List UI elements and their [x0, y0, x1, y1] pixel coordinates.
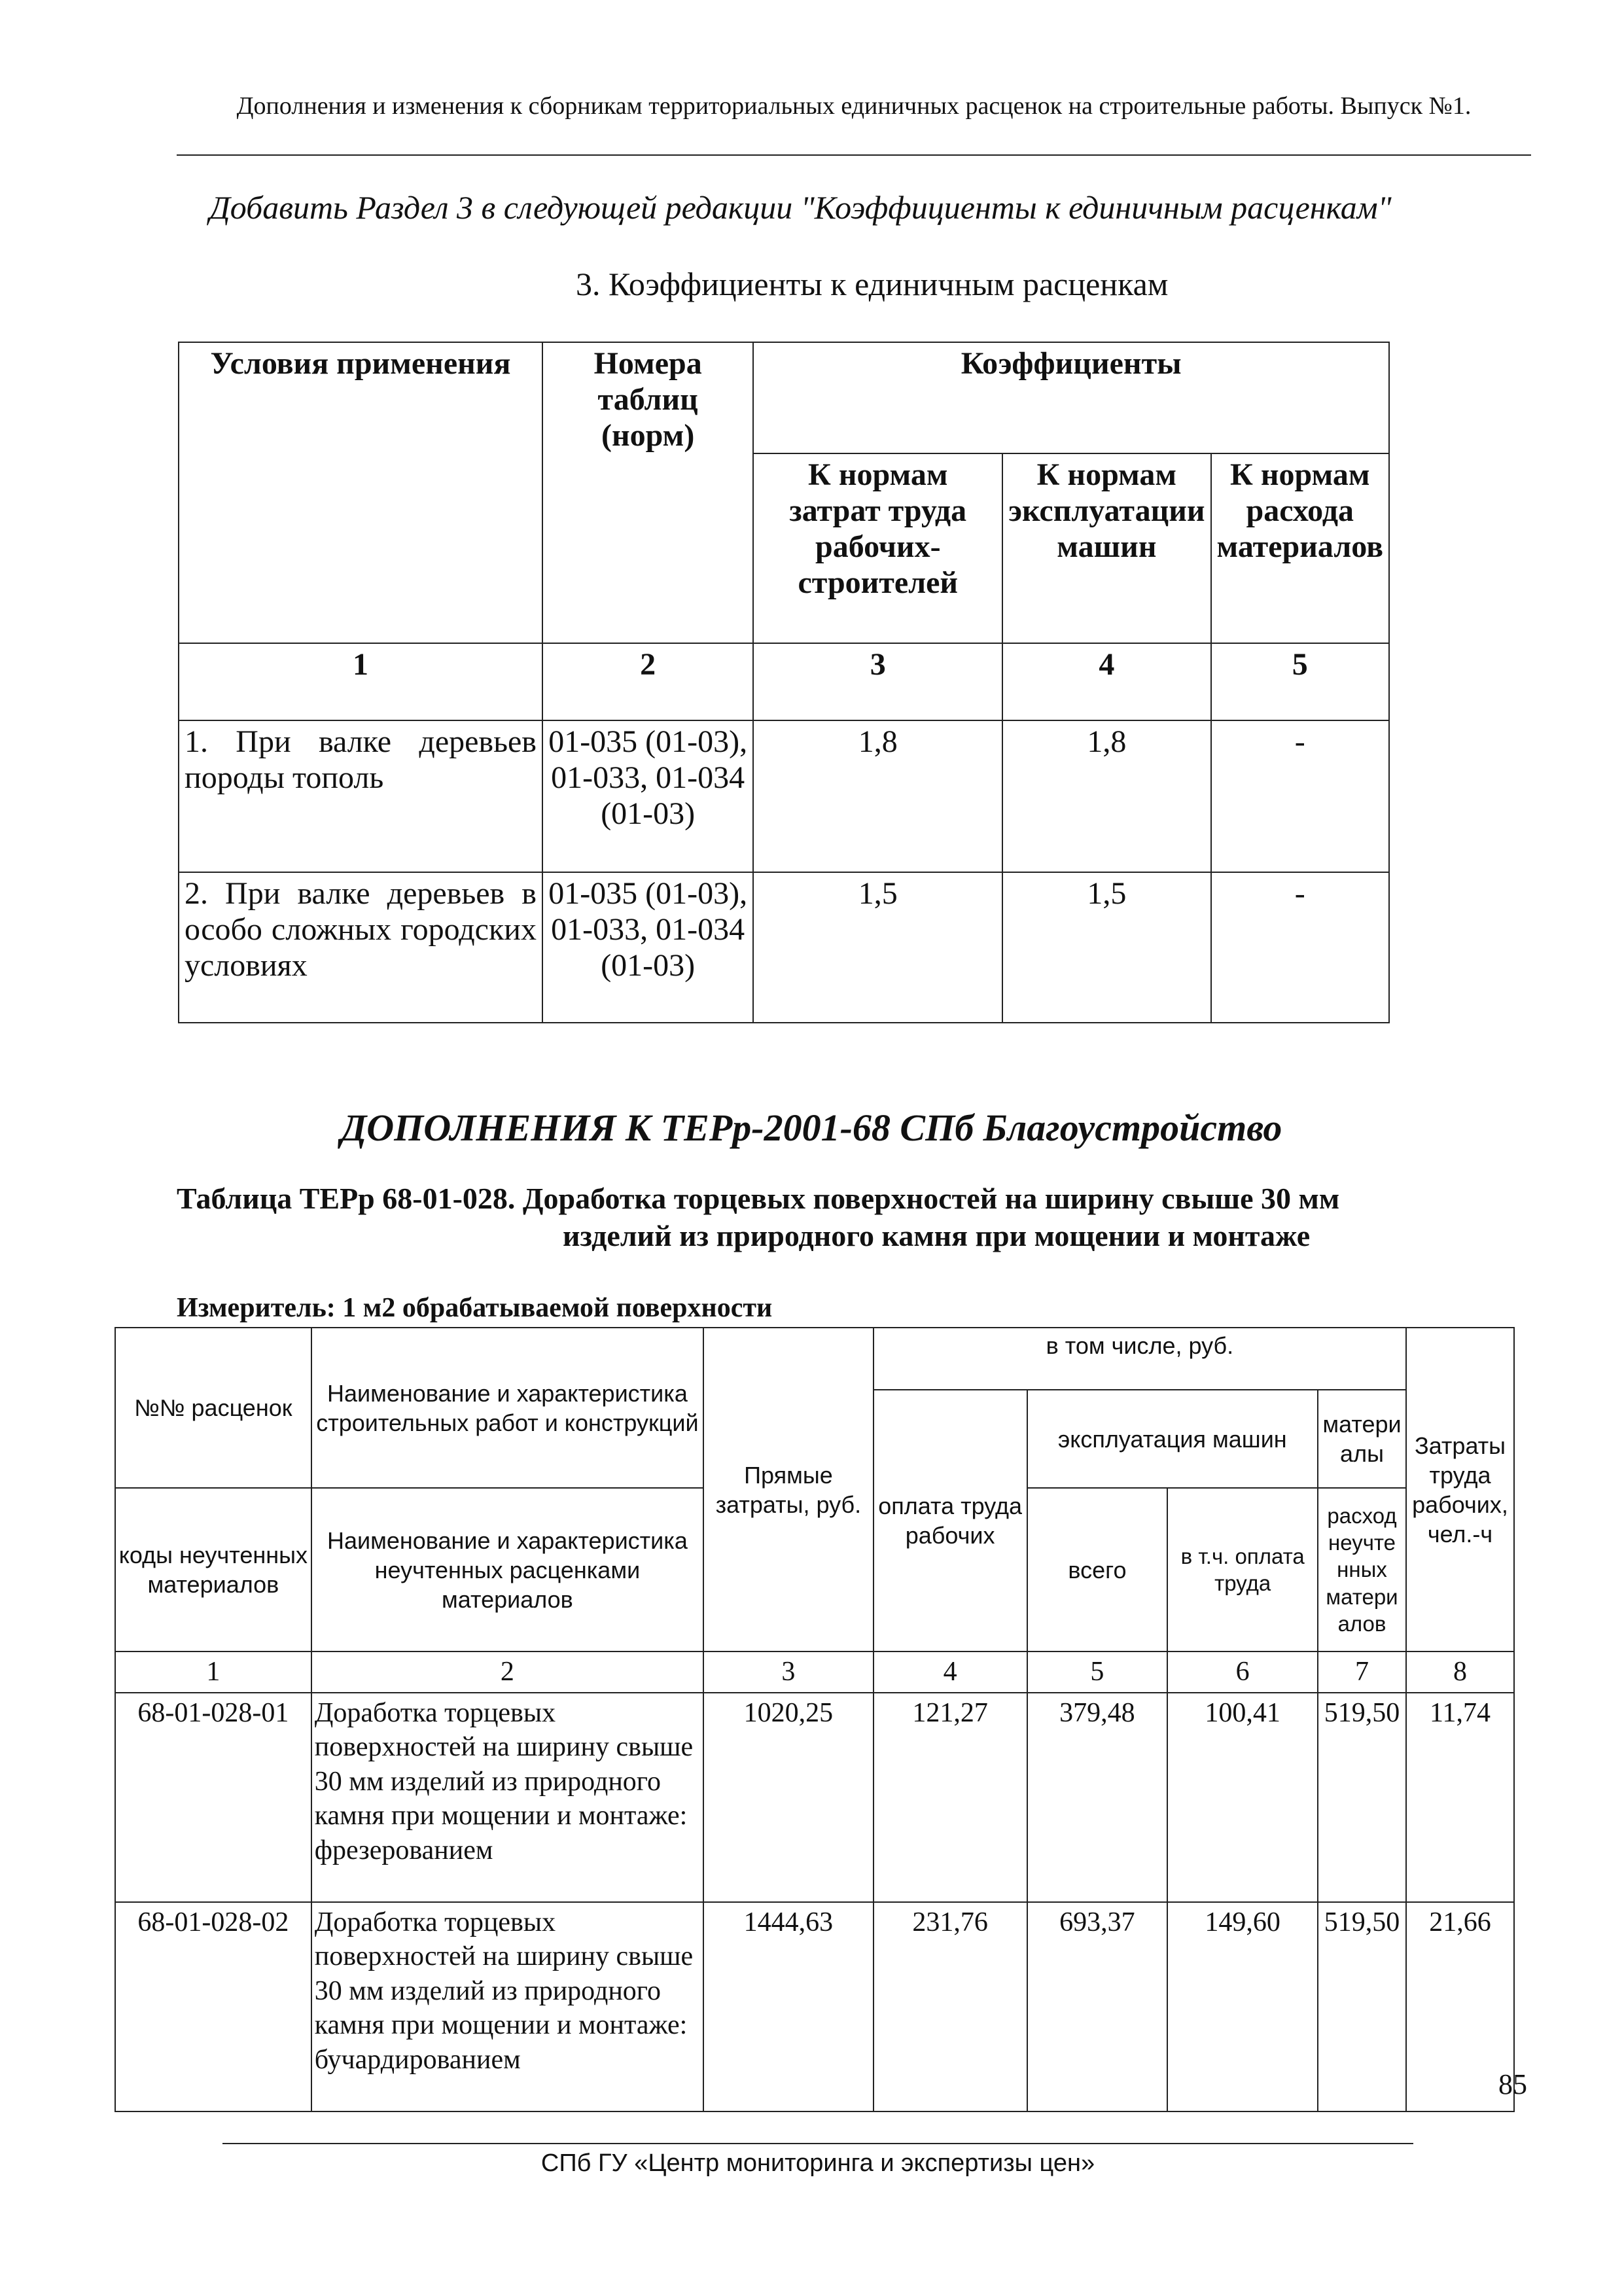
rate-code: 68-01-028-01 [115, 1693, 311, 1902]
h-name-unaccounted: Наименование и характеристика неучтенных расценками материалов [311, 1488, 703, 1651]
col-tables-header: Номера таблиц (норм) [542, 342, 753, 643]
rate-wages: 231,76 [874, 1902, 1027, 2111]
row-tables: 01-035 (01-03), 01-033, 01-034 (01-03) [542, 720, 753, 872]
col-conditions-header: Условия применения [179, 342, 542, 643]
rate-machines-wages: 149,60 [1167, 1902, 1318, 2111]
col-number: 3 [753, 643, 1002, 720]
h-labor: Затраты труда рабочих, чел.-ч [1406, 1328, 1514, 1651]
col-number: 7 [1318, 1651, 1406, 1693]
col-number: 8 [1406, 1651, 1514, 1693]
h-unaccounted-consumption: расход неучте нных матери алов [1318, 1488, 1406, 1651]
section-title: 3. Коэффициенты к единичным расценкам [576, 266, 1169, 302]
col-number: 3 [703, 1651, 874, 1693]
col-number: 5 [1027, 1651, 1168, 1693]
row-machines: 1,5 [1002, 872, 1210, 1023]
h-wages: оплата труда рабочих [874, 1390, 1027, 1651]
col-number: 2 [542, 643, 753, 720]
col-number: 6 [1167, 1651, 1318, 1693]
table-row [179, 720, 1389, 872]
table-name-line2: изделий из природного камня при мощении и монтаже [563, 1219, 1311, 1252]
col-number: 2 [311, 1651, 703, 1693]
running-header: Дополнения и изменения к сборникам территориальных единичных расценок на строительные работы. Выпуск №1. [236, 92, 1472, 120]
h-codes-unaccounted: коды неучтенных материалов [115, 1488, 311, 1651]
row-labor: 1,5 [753, 872, 1002, 1023]
row-labor: 1,8 [753, 720, 1002, 872]
col-number: 5 [1211, 643, 1389, 720]
table-row [115, 1693, 1514, 1902]
h-incl: в том числе, руб. [874, 1328, 1406, 1390]
rate-machines-wages: 100,41 [1167, 1693, 1318, 1902]
column-numbers-row [179, 643, 1389, 720]
col-number: 4 [874, 1651, 1027, 1693]
rate-machines-total: 693,37 [1027, 1902, 1168, 2111]
rate-direct: 1020,25 [703, 1693, 874, 1902]
table-name-line1: Таблица ТЕРр 68-01-028. Доработка торцевых поверхностей на ширину свыше 30 мм [177, 1182, 1340, 1215]
h-direct: Прямые затраты, руб. [703, 1328, 874, 1651]
footer-rule [222, 2143, 1413, 2144]
table-row [179, 872, 1389, 1023]
h-code: №№ расценок [115, 1328, 311, 1488]
rate-labor: 21,66 [1406, 1902, 1514, 2111]
row-tables: 01-035 (01-03), 01-033, 01-034 (01-03) [542, 872, 753, 1023]
header-rule [177, 154, 1531, 156]
h-name: Наименование и характеристика строительных работ и конструкций [311, 1328, 703, 1488]
rate-materials: 519,50 [1318, 1902, 1406, 2111]
rate-labor: 11,74 [1406, 1693, 1514, 1902]
rate-machines-total: 379,48 [1027, 1693, 1168, 1902]
row-condition: 1. При валке деревьев породы тополь [179, 720, 542, 872]
page-number: 85 [1498, 2068, 1527, 2100]
h-incl-wages: в т.ч. оплата труда [1167, 1488, 1318, 1651]
rate-wages: 121,27 [874, 1693, 1027, 1902]
rate-name: Доработка торцевых поверхностей на ширину свыше 30 мм изделий из природного камня при мощении и монтаже: фрезерованием [311, 1693, 703, 1902]
rate-materials: 519,50 [1318, 1693, 1406, 1902]
h-machines: эксплуатация машин [1027, 1390, 1318, 1488]
coefficients-table [178, 342, 1390, 1023]
col-number: 1 [179, 643, 542, 720]
coefficients-group-header: Коэффициенты [753, 342, 1389, 453]
rates-table [115, 1327, 1515, 2112]
col-materials-header: К нормам расхода материалов [1211, 453, 1389, 643]
footer-organization: СПб ГУ «Центр мониторинга и экспертизы цен» [540, 2149, 1095, 2177]
row-machines: 1,8 [1002, 720, 1210, 872]
column-numbers-row [115, 1651, 1514, 1693]
table-row [115, 1902, 1514, 2111]
col-number: 1 [115, 1651, 311, 1693]
col-number: 4 [1002, 643, 1210, 720]
rate-code: 68-01-028-02 [115, 1902, 311, 2111]
col-machines-header: К нормам эксплуатации машин [1002, 453, 1210, 643]
rate-direct: 1444,63 [703, 1902, 874, 2111]
additions-title: ДОПОЛНЕНИЯ К ТЕРр-2001-68 СПб Благоустройство [340, 1106, 1282, 1149]
row-condition: 2. При валке деревьев в особо сложных городских условиях [179, 872, 542, 1023]
row-materials: - [1211, 872, 1389, 1023]
col-labor-header: К нормам затрат труда рабочих-строителей [753, 453, 1002, 643]
section-instruction: Добавить Раздел 3 в следующей редакции "Коэффициенты к единичным расценкам" [209, 189, 1392, 226]
rate-name: Доработка торцевых поверхностей на ширину свыше 30 мм изделий из природного камня при мощении и монтаже: бучардированием [311, 1902, 703, 2111]
h-total: всего [1027, 1488, 1168, 1651]
row-materials: - [1211, 720, 1389, 872]
h-materials: матери алы [1318, 1390, 1406, 1488]
measure-unit: Измеритель: 1 м2 обрабатываемой поверхности [177, 1293, 773, 1323]
